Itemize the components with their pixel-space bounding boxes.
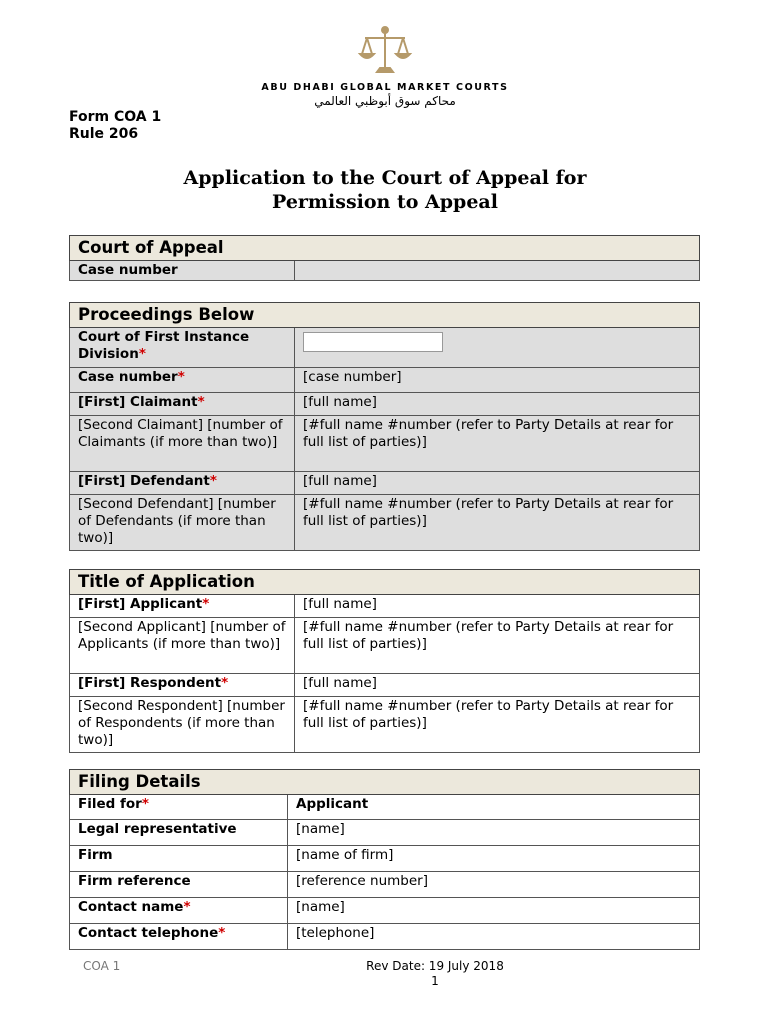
division-label: Court of First Instance Division (78, 329, 250, 362)
first-claimant-label: [First] Claimant (78, 394, 198, 410)
title-line-1: Application to the Court of Appeal for (183, 167, 587, 189)
first-claimant-label-cell (70, 393, 295, 416)
form-identifier (69, 109, 161, 143)
firm-reference-label: Firm reference (70, 872, 288, 898)
second-respondent-label: [Second Respondent] [number of Respondents (if more than two)] (70, 697, 295, 753)
section-heading: Filing Details (70, 770, 700, 795)
second-respondent-field[interactable]: [#full name #number (refer to Party Details at rear for full list of parties)] (295, 697, 700, 753)
first-applicant-field[interactable]: [full name] (295, 595, 700, 618)
filing-details-section (69, 769, 700, 950)
first-defendant-label: [First] Defendant (78, 473, 210, 489)
contact-telephone-label-cell (70, 924, 288, 950)
adgm-courts-logo (255, 22, 515, 108)
filed-for-select[interactable]: Applicant (288, 795, 700, 820)
firm-field[interactable]: [name of firm] (288, 846, 700, 872)
case-number-field[interactable] (295, 261, 700, 281)
second-claimant-field[interactable]: [#full name #number (refer to Party Details at rear for full list of parties)] (295, 416, 700, 472)
second-claimant-label: [Second Claimant] [number of Claimants (if more than two)] (70, 416, 295, 472)
required-marker: * (141, 796, 149, 812)
section-heading: Court of Appeal (70, 236, 700, 261)
form-code: Form COA 1 (69, 109, 162, 125)
contact-telephone-label: Contact telephone (78, 925, 219, 941)
division-label-cell (70, 328, 295, 368)
logo-text-english: ABU DHABI GLOBAL MARKET COURTS (261, 82, 509, 93)
second-applicant-label: [Second Applicant] [number of Applicants (if more than two)] (70, 618, 295, 674)
first-defendant-label-cell (70, 472, 295, 495)
second-defendant-label: [Second Defendant] [number of Defendants (if more than two)] (70, 495, 295, 551)
proceedings-below-section (69, 302, 700, 551)
case-number-label: Case number (78, 369, 178, 385)
form-rule: Rule 206 (69, 126, 139, 142)
contact-name-label: Contact name (78, 899, 184, 915)
firm-reference-field[interactable]: [reference number] (288, 872, 700, 898)
section-heading: Proceedings Below (70, 303, 700, 328)
filed-for-label: Filed for (78, 796, 142, 812)
required-marker: * (197, 394, 205, 410)
first-respondent-field[interactable]: [full name] (295, 674, 700, 697)
footer-rev-date: Rev Date: 19 July 2018 (366, 959, 504, 973)
footer-page-number: 1 (431, 974, 439, 988)
title-line-2: Permission to Appeal (272, 191, 498, 213)
required-marker: * (218, 925, 226, 941)
footer-form-code: COA 1 (83, 959, 121, 973)
section-heading: Title of Application (70, 570, 700, 595)
first-defendant-field[interactable]: [full name] (295, 472, 700, 495)
case-number-label: Case number (70, 261, 295, 281)
required-marker: * (221, 675, 229, 691)
logo-text-arabic: محاكم سوق أبوظبي العالمي (314, 94, 456, 108)
division-input[interactable] (303, 332, 443, 352)
case-number-field[interactable]: [case number] (295, 368, 700, 393)
document-title (0, 166, 770, 214)
case-number-label-cell (70, 368, 295, 393)
court-of-appeal-section (69, 235, 700, 281)
contact-name-field[interactable]: [name] (288, 898, 700, 924)
filed-for-label-cell (70, 795, 288, 820)
first-claimant-field[interactable]: [full name] (295, 393, 700, 416)
second-defendant-field[interactable]: [#full name #number (refer to Party Details at rear for full list of parties)] (295, 495, 700, 551)
division-cell (295, 328, 700, 368)
firm-label: Firm (70, 846, 288, 872)
first-respondent-label-cell (70, 674, 295, 697)
legal-rep-label: Legal representative (70, 820, 288, 846)
scales-of-justice-icon (357, 22, 413, 78)
first-respondent-label: [First] Respondent (78, 675, 222, 691)
footer (0, 959, 770, 989)
required-marker: * (202, 596, 210, 612)
required-marker: * (183, 899, 191, 915)
second-applicant-field[interactable]: [#full name #number (refer to Party Details at rear for full list of parties)] (295, 618, 700, 674)
first-applicant-label-cell (70, 595, 295, 618)
required-marker: * (138, 346, 146, 362)
title-of-application-section (69, 569, 700, 753)
contact-name-label-cell (70, 898, 288, 924)
contact-telephone-field[interactable]: [telephone] (288, 924, 700, 950)
required-marker: * (177, 369, 185, 385)
legal-rep-field[interactable]: [name] (288, 820, 700, 846)
first-applicant-label: [First] Applicant (78, 596, 203, 612)
required-marker: * (209, 473, 217, 489)
